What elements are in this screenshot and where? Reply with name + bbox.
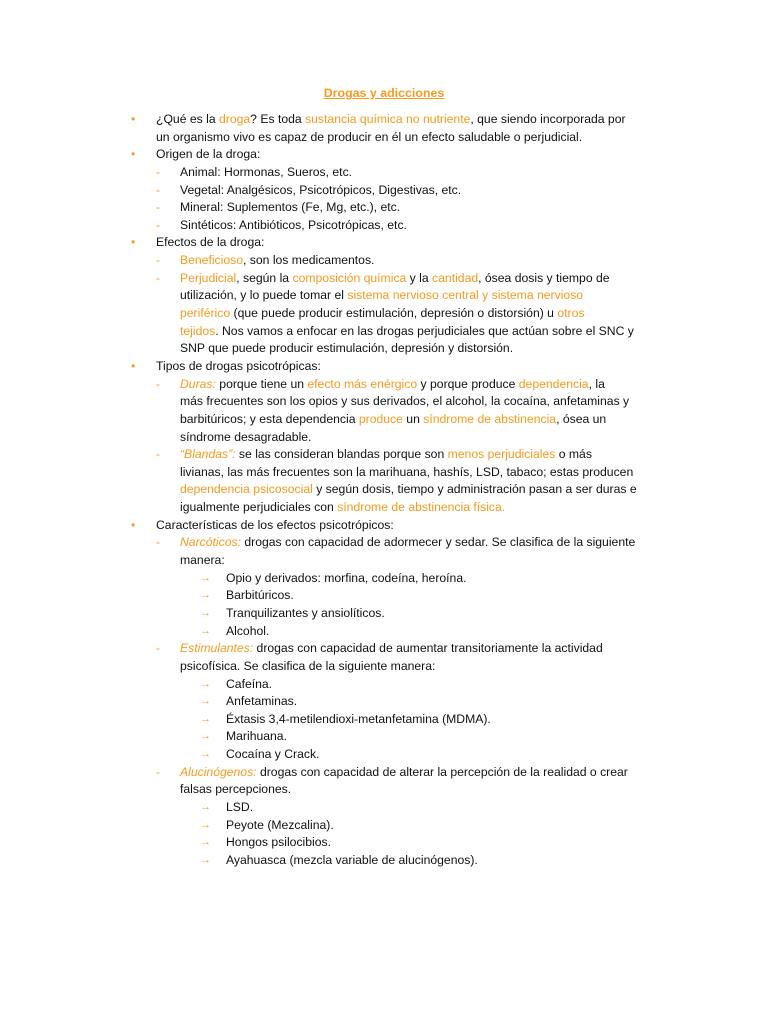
sub-list-item: - Narcóticos: drogas con capacidad de adormecer y sedar. Se clasifica de la siguiente (0, 534, 768, 552)
highlight-term: sistema nervioso central y sistema nervioso (347, 288, 584, 303)
document-body (0, 111, 768, 870)
highlight-term: efecto más enérgico (307, 376, 418, 391)
arrow-icon: → (200, 800, 211, 813)
text-line: más frecuentes son los opios y sus derivados, el alcohol, la cocaína, anfetaminas y (180, 394, 630, 409)
sub-list-item: - Perjudicial, según la composición química y la cantidad, ósea dosis y tiempo de (0, 270, 768, 288)
dash-marker: - (156, 182, 161, 197)
sub-list-item: - “Blandas”: se las consideran blandas porque son menos perjudiciales o más (0, 446, 768, 464)
arrow-icon: → (200, 818, 211, 831)
highlight-term: cantidad (432, 270, 479, 285)
text-line: igualmente perjudiciales con síndrome de abstinencia física. (180, 500, 506, 515)
dash-marker: - (156, 764, 161, 779)
arrow-list-item: → Barbitúricos. (0, 587, 768, 605)
dash-marker: - (156, 535, 161, 550)
arrow-icon: → (200, 571, 211, 584)
text-line: livianas, las más frecuentes son la marihuana, hashís, LSD, tabaco; estas producen (180, 464, 634, 479)
dash-marker: - (156, 200, 161, 215)
arrow-list-item: → Peyote (Mezcalina). (0, 817, 768, 835)
arrow-icon: → (200, 730, 211, 743)
sub-list-item: - Animal: Hormonas, Sueros, etc. (0, 164, 768, 182)
section-heading: Efectos de la droga: (156, 235, 265, 250)
highlight-term: produce (358, 411, 403, 426)
sub-list-item: - Beneficioso, son los medicamentos. (0, 252, 768, 270)
sub-list-item: - Duras: porque tiene un efecto más enérgico y porque produce dependencia, la (0, 376, 768, 394)
text-line: barbitúricos; y esta dependencia produce un síndrome de abstinencia, ósea un (180, 411, 607, 426)
highlight-term: Perjudicial (180, 270, 237, 285)
bullet-marker: • (131, 147, 136, 162)
highlight-term: síndrome de abstinencia física. (337, 500, 506, 515)
bullet-marker: • (131, 235, 136, 250)
text-line: tejidos. Nos vamos a enfocar en las drogas perjudiciales que actúan sobre el SNC y (180, 323, 634, 338)
highlight-term: menos perjudiciales (447, 447, 556, 462)
highlight-term: Narcóticos: (180, 535, 241, 550)
list-item (0, 234, 768, 252)
dash-marker: - (156, 270, 161, 285)
arrow-icon: → (200, 853, 211, 866)
list-item (0, 146, 768, 164)
highlight-term: Duras: (180, 376, 216, 391)
arrow-list-item: → Éxtasis 3,4-metilendioxi-metanfetamina (MDMA). (0, 711, 768, 729)
arrow-icon: → (200, 712, 211, 725)
sub-list-item: - Sintéticos: Antibióticos, Psicotrópicas, etc. (0, 217, 768, 235)
highlight-term: Alucinógenos: (180, 764, 257, 779)
arrow-list-item: → Marihuana. (0, 728, 768, 746)
text-line: periférico (que puede producir estimulación, depresión o distorsión) u otros (180, 306, 585, 321)
arrow-list-item: → Alcohol. (0, 623, 768, 641)
highlight-term: droga (219, 112, 251, 126)
highlight-term: dependencia (518, 376, 589, 391)
text-line: falsas percepciones. (180, 782, 292, 797)
highlight-term: sustancia química no nutriente (305, 112, 471, 126)
text-line: síndrome desagradable. (180, 429, 312, 444)
arrow-icon: → (200, 677, 211, 690)
dash-marker: - (156, 217, 161, 232)
text-line: utilización, y lo puede tomar el sistema nervioso central y sistema nervioso (180, 288, 584, 303)
section-heading: Características de los efectos psicotrópicos: (156, 517, 394, 532)
text-line: un organismo vivo es capaz de producir en él un efecto saludable o perjudicial. (156, 129, 583, 144)
section-heading: Origen de la droga: (156, 147, 261, 162)
arrow-icon: → (200, 748, 211, 761)
text-line: psicofísica. Se clasifica de la siguiente manera: (180, 658, 436, 673)
arrow-list-item: → Hongos psilocibios. (0, 834, 768, 852)
highlight-term: “Blandas”: (180, 447, 236, 462)
sub-list-item: - Vegetal: Analgésicos, Psicotrópicos, Digestivas, etc. (0, 182, 768, 200)
dash-marker: - (156, 447, 161, 462)
bullet-marker: • (131, 358, 136, 373)
highlight-term: Beneficioso (180, 253, 244, 268)
list-item: • ¿Qué es la droga? Es toda sustancia química no nutriente, que siendo incorporada por (0, 111, 768, 129)
sub-list-item: - Mineral: Suplementos (Fe, Mg, etc.), etc. (0, 199, 768, 217)
dash-marker: - (156, 376, 161, 391)
arrow-icon: → (200, 695, 211, 708)
arrow-icon: → (200, 589, 211, 602)
highlight-term: dependencia psicosocial (180, 482, 313, 497)
arrow-list-item: → Ayahuasca (mezcla variable de alucinógenos). (0, 852, 768, 870)
list-item (0, 358, 768, 376)
sub-list-item: - Alucinógenos: drogas con capacidad de alterar la percepción de la realidad o crear (0, 764, 768, 782)
highlight-term: Estimulantes: (180, 641, 254, 656)
arrow-icon: → (200, 624, 211, 637)
arrow-list-item: → Opio y derivados: morfina, codeína, heroína. (0, 570, 768, 588)
arrow-list-item: → Cocaína y Crack. (0, 746, 768, 764)
highlight-term: periférico (180, 306, 231, 321)
arrow-icon: → (200, 606, 211, 619)
dash-marker: - (156, 253, 161, 268)
page-title: Drogas y adicciones (323, 86, 445, 100)
arrow-icon: → (200, 836, 211, 849)
text-line: SNP que puede producir estimulación, depresión y distorsión. (180, 341, 514, 356)
dash-marker: - (156, 641, 161, 656)
dash-marker: - (156, 164, 161, 179)
bullet-marker: • (131, 112, 136, 126)
bullet-marker: • (131, 517, 136, 532)
section-heading: Tipos de drogas psicotrópicas: (156, 358, 321, 373)
text-line: dependencia psicosocial y según dosis, tiempo y administración pasan a ser duras e (180, 482, 637, 497)
highlight-term: composición química (292, 270, 407, 285)
highlight-term: tejidos (180, 323, 216, 338)
highlight-term: síndrome de abstinencia (423, 411, 557, 426)
arrow-list-item: → Cafeína. (0, 676, 768, 694)
list-item (0, 517, 768, 535)
arrow-list-item: → Tranquilizantes y ansiolíticos. (0, 605, 768, 623)
highlight-term: otros (557, 306, 585, 321)
arrow-list-item: → Anfetaminas. (0, 693, 768, 711)
sub-list-item: - Estimulantes: drogas con capacidad de aumentar transitoriamente la actividad (0, 640, 768, 658)
text-line: manera: (180, 553, 225, 568)
arrow-list-item: → LSD. (0, 799, 768, 817)
